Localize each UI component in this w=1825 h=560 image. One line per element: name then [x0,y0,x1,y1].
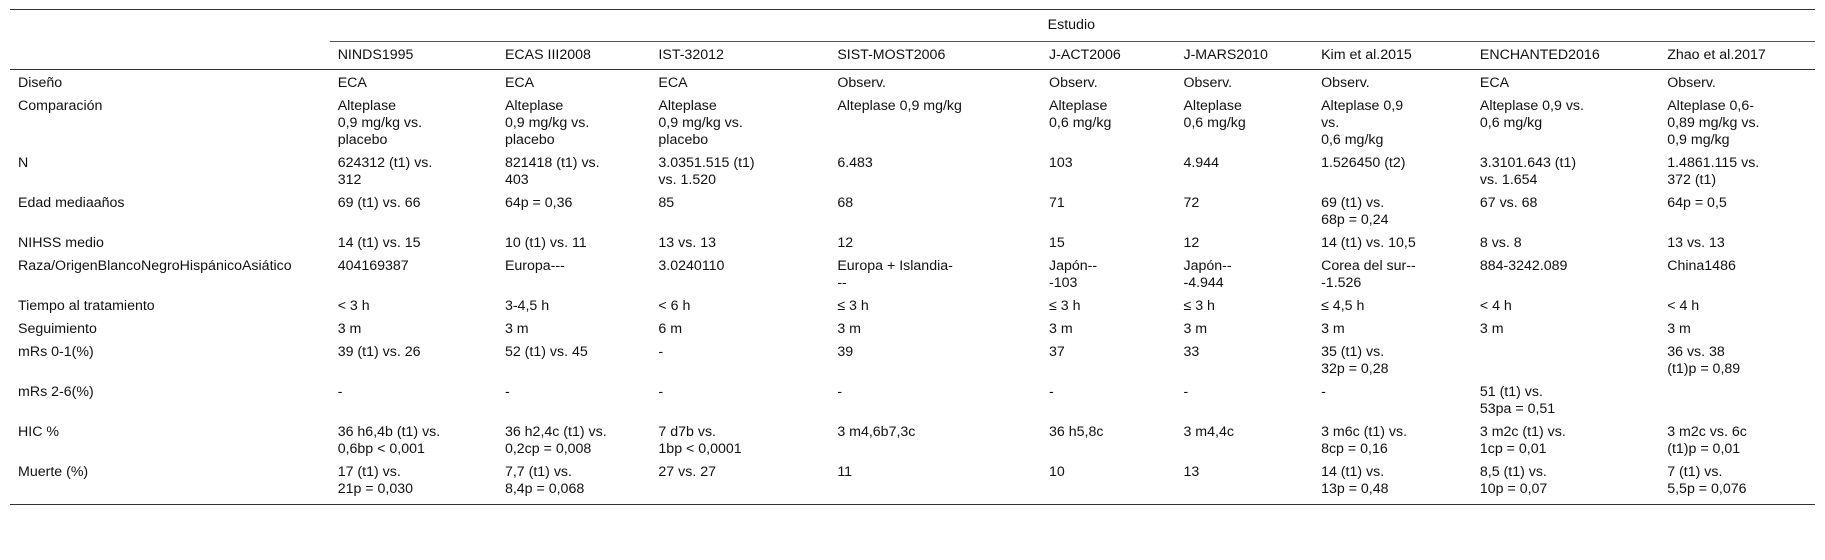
table-cell: Alteplase 0,9 mg/kg vs. placebo [337,98,423,148]
table-cell: 13 vs. 13 [658,235,716,251]
table-cell: < 4 h [1479,298,1512,314]
table-cell: 36 h5,8c [1049,424,1104,440]
table-cell: Observ. [1049,75,1098,91]
table-row [10,381,1815,421]
column-header: J-ACT2006 [1041,42,1175,70]
table-row [10,318,1815,341]
table-cell: 64p = 0,5 [1667,195,1727,211]
table-cell: 36 vs. 38 (t1)p = 0,89 [1667,344,1741,377]
table-cell: Europa + Islandia- -- [837,258,953,291]
table-row [10,95,1815,152]
table-cell: 3 m [504,321,529,337]
table-cell: 3 m [1321,321,1345,337]
table-cell: - [1183,384,1189,400]
row-label: Tiempo al tratamiento [18,298,155,314]
table-cell: 33 [1183,344,1200,360]
table-cell: Japón-- -103 [1049,258,1098,291]
table-cell: ≤ 3 h [1049,298,1081,314]
table-cell: 8,5 (t1) vs. 10p = 0,07 [1472,461,1659,505]
table-cell: 72 [1183,195,1200,211]
table-cell: 3.0240110 [658,258,725,274]
table-cell: - [337,384,343,400]
row-label: N [18,155,29,171]
table-cell: - [504,384,510,400]
table-cell [1472,341,1659,381]
table-cell: 3 m6c (t1) vs. 8cp = 0,16 [1321,424,1408,457]
table-cell: 36 h2,4c (t1) vs. 0,2cp = 0,008 [504,424,607,457]
table-cell: 27 vs. 27 [650,461,829,505]
table-cell: Alteplase 0,9 mg/kg vs. placebo [658,98,743,148]
table-cell: 7 d7b vs. 1bp < 0,0001 [658,424,742,457]
column-header: Zhao et al.2017 [1659,42,1815,70]
table-cell: Alteplase 0,6 mg/kg [1049,98,1112,131]
table-cell: 8 vs. 8 [1479,235,1522,251]
study-comparison-table [10,9,1815,505]
table-cell: Corea del sur-- -1.526 [1321,258,1416,291]
table-cell: Alteplase 0,9 vs. 0,6 mg/kg [1479,98,1584,131]
header-row-columns [10,42,1815,70]
table-cell: 884-3242.089 [1479,258,1568,274]
table-cell: 39 [837,344,854,360]
table-cell: Alteplase 0,6 mg/kg [1183,98,1246,131]
table-row [10,70,1815,96]
table-cell: ECA [658,75,688,91]
table-cell: 3 m [1183,321,1208,337]
table-cell: 624312 (t1) vs. 312 [337,155,433,188]
row-label: mRs 0-1(%) [18,344,94,360]
table-cell: 37 [1049,344,1065,360]
table-row [10,461,1815,505]
table-cell: 71 [1049,195,1065,211]
table-cell [1659,381,1815,421]
table-cell: 3 m4,4c [1183,424,1234,440]
table-cell: 69 (t1) vs. 68p = 0,24 [1321,195,1389,228]
table-cell: 14 (t1) vs. 13p = 0,48 [1313,461,1472,505]
table-cell: ECA [504,75,535,91]
row-label: Comparación [18,98,103,114]
table-cell: 36 h6,4b (t1) vs. 0,6bp < 0,001 [337,424,441,457]
table-cell: 3 m2c vs. 6c (t1)p = 0,01 [1667,424,1747,457]
table-cell: - [1321,384,1326,400]
table-row [10,232,1815,255]
column-header: IST-32012 [650,42,829,70]
table-cell: 67 vs. 68 [1479,195,1538,211]
table-cell: 3 m [1667,321,1691,337]
table-cell: 1.526450 (t2) [1321,155,1406,171]
table-cell: 17 (t1) vs. 21p = 0,030 [330,461,497,505]
table-cell: 11 [829,461,1041,505]
table-cell: - [658,384,664,400]
table-cell: Observ. [837,75,886,91]
table-cell: 12 [1183,235,1200,251]
row-label: Edad mediaaños [18,195,125,211]
table-cell: Observ. [1321,75,1370,91]
table-cell: - [1049,384,1054,400]
column-header: NINDS1995 [330,42,497,70]
table-row [10,421,1815,461]
table-cell: 6 m [658,321,683,337]
table-cell: 3.0351.515 (t1) vs. 1.520 [658,155,755,188]
table-cell: Observ. [1667,75,1716,91]
table-cell: ≤ 3 h [1183,298,1215,314]
table-cell: 10 (t1) vs. 11 [504,235,587,251]
row-label: HIC % [18,424,59,440]
table-cell: Observ. [1183,75,1233,91]
table-cell: 15 [1049,235,1065,251]
table-cell: Alteplase 0,9 mg/kg vs. placebo [504,98,590,148]
table-cell: 7,7 (t1) vs. 8,4p = 0,068 [497,461,650,505]
table-cell: ≤ 3 h [837,298,869,314]
table-cell: 39 (t1) vs. 26 [337,344,421,360]
table-cell: 1.4861.115 vs. 372 (t1) [1667,155,1760,188]
table-cell: 4.944 [1183,155,1219,171]
table-cell: ≤ 4,5 h [1321,298,1365,314]
table-cell: 12 [837,235,854,251]
table-cell: 3 m [1049,321,1073,337]
table-cell: China1486 [1667,258,1736,274]
table-cell: 6.483 [837,155,873,171]
table-row [10,295,1815,318]
table-cell: 13 [1175,461,1313,505]
table-wrapper [10,9,1815,505]
table-cell: Japón-- -4.944 [1183,258,1232,291]
column-header: J-MARS2010 [1175,42,1313,70]
row-label: Muerte (%) [10,461,330,505]
table-cell: 3 m [837,321,861,337]
table-cell: 13 vs. 13 [1667,235,1725,251]
table-cell: 3-4,5 h [504,298,550,314]
table-cell: 10 [1041,461,1175,505]
table-body [10,70,1815,505]
table-cell: 69 (t1) vs. 66 [337,195,421,211]
table-cell: < 6 h [658,298,691,314]
table-cell: 821418 (t1) vs. 403 [504,155,600,188]
table-cell: 35 (t1) vs. 32p = 0,28 [1321,344,1389,377]
table-cell: 14 (t1) vs. 15 [337,235,421,251]
table-row [10,192,1815,232]
column-header: ECAS III2008 [497,42,650,70]
row-label: Raza/OrigenBlancoNegroHispánicoAsiático [18,258,292,274]
table-cell: - [837,384,843,400]
header-empty-cell [10,42,330,70]
row-label: Seguimiento [18,321,97,337]
table-cell: 3 m [337,321,362,337]
column-header: Kim et al.2015 [1313,42,1472,70]
table-row [10,255,1815,295]
column-header: SIST-MOST2006 [829,42,1041,70]
header-group-label: Estudio [330,10,1815,42]
header-empty-cell [10,10,330,42]
table-cell: 3 m2c (t1) vs. 1cp = 0,01 [1479,424,1566,457]
table-cell: Alteplase 0,9 mg/kg [837,98,962,114]
table-cell: 14 (t1) vs. 10,5 [1321,235,1416,251]
table-cell: 7 (t1) vs. 5,5p = 0,076 [1659,461,1815,505]
row-label: Diseño [18,75,63,91]
table-cell: 52 (t1) vs. 45 [504,344,588,360]
table-row [10,341,1815,381]
row-label: NIHSS medio [18,235,104,251]
table-cell: 404169387 [337,258,409,274]
table-cell: 103 [1049,155,1073,171]
table-cell: Alteplase 0,9 vs. 0,6 mg/kg [1321,98,1404,148]
table-cell: 3 m4,6b7,3c [837,424,916,440]
table-cell: < 3 h [337,298,370,314]
table-cell: < 4 h [1667,298,1700,314]
table-cell: 3.3101.643 (t1) vs. 1.654 [1479,155,1577,188]
table-row [10,152,1815,192]
table-cell: 68 [837,195,854,211]
table-cell: ECA [337,75,367,91]
table-cell: ECA [1479,75,1510,91]
table-cell: Alteplase 0,6- 0,89 mg/kg vs. 0,9 mg/kg [1667,98,1760,148]
table-cell: 85 [658,195,675,211]
table-cell: Europa--- [504,258,565,274]
table-cell: - [658,344,664,360]
table-cell: 51 (t1) vs. 53pa = 0,51 [1479,384,1556,417]
column-header: ENCHANTED2016 [1472,42,1659,70]
table-cell: 64p = 0,36 [504,195,573,211]
table-cell: 3 m [1479,321,1504,337]
row-label: mRs 2-6(%) [18,384,94,400]
header-row-group [10,10,1815,42]
